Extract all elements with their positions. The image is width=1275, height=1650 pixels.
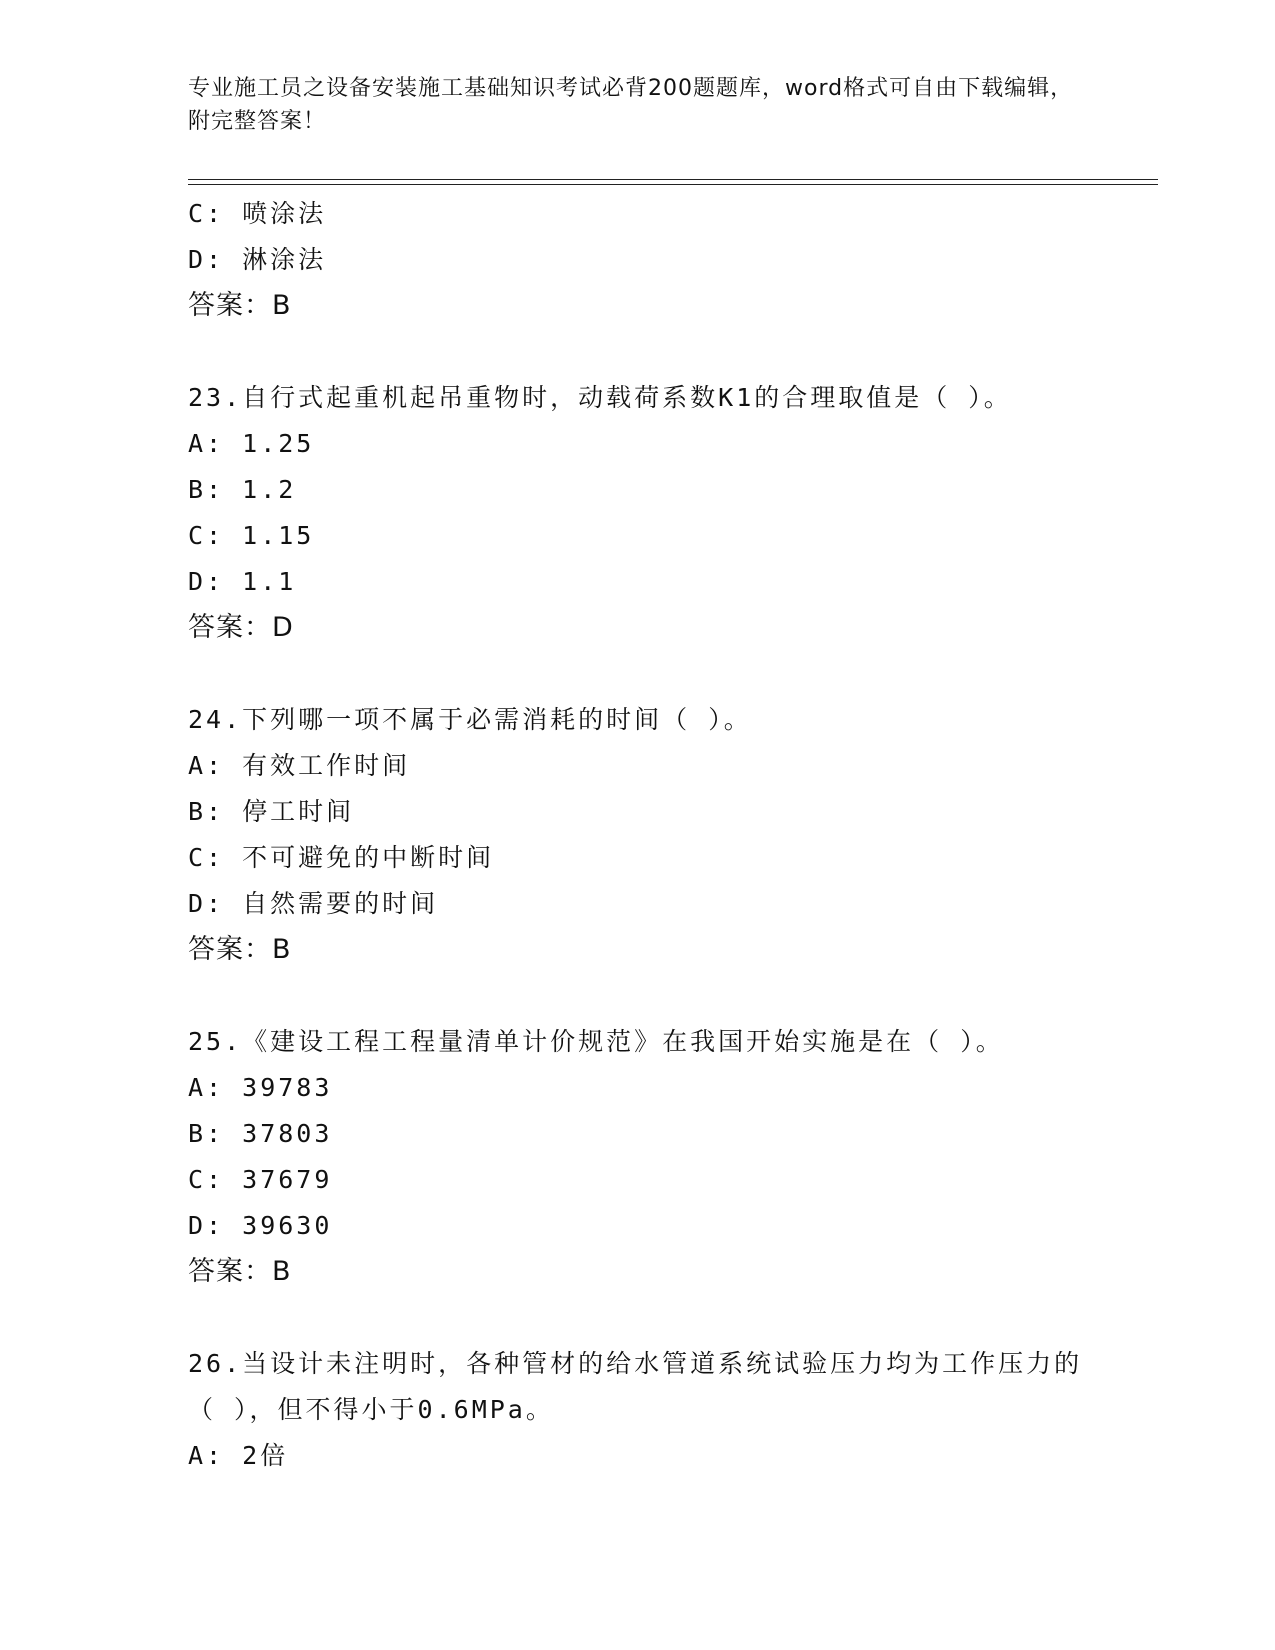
question-stem: 24.下列哪一项不属于必需消耗的时间（ ）。: [188, 705, 752, 734]
header-divider-bottom: [188, 184, 1158, 185]
option-c: C: 不可避免的中断时间: [188, 843, 495, 872]
option-c: C: 1.15: [188, 521, 315, 550]
option-d: D: 1.1: [188, 567, 297, 596]
option-d: D: 39630: [188, 1211, 333, 1240]
question-list: [188, 191, 1088, 1479]
option-c: C: 喷涂法: [188, 199, 327, 228]
option-d: D: 自然需要的时间: [188, 889, 439, 918]
question-stem: 25.《建设工程工程量清单计价规范》在我国开始实施是在（ ）。: [188, 1027, 1004, 1056]
answer-line: 答案：B: [188, 290, 292, 321]
option-a: A: 39783: [188, 1073, 333, 1102]
answer-line: 答案：B: [188, 1256, 292, 1287]
option-c: C: 37679: [188, 1165, 333, 1194]
answer-line: 答案：D: [188, 612, 294, 643]
option-b: B: 停工时间: [188, 797, 355, 826]
option-b: B: 37803: [188, 1119, 333, 1148]
option-a: A: 2倍: [188, 1441, 289, 1470]
question-stem: 26.当设计未注明时，各种管材的给水管道系统试验压力均为工作压力的（ ），但不得小于0.6MPa。: [188, 1349, 1083, 1424]
document-header: 专业施工员之设备安装施工基础知识考试必背200题题库，word格式可自由下载编辑，附完整答案！: [188, 76, 1074, 134]
spacer: [188, 973, 1088, 1019]
spacer: [188, 651, 1088, 697]
header-divider-top: [188, 179, 1158, 180]
option-d: D: 淋涂法: [188, 245, 327, 274]
question-stem: 23.自行式起重机起吊重物时，动载荷系数K1的合理取值是（ ）。: [188, 383, 1012, 412]
answer-line: 答案：B: [188, 934, 292, 965]
option-a: A: 1.25: [188, 429, 315, 458]
spacer: [188, 1295, 1088, 1341]
option-a: A: 有效工作时间: [188, 751, 411, 780]
spacer: [188, 329, 1088, 375]
option-b: B: 1.2: [188, 475, 297, 504]
